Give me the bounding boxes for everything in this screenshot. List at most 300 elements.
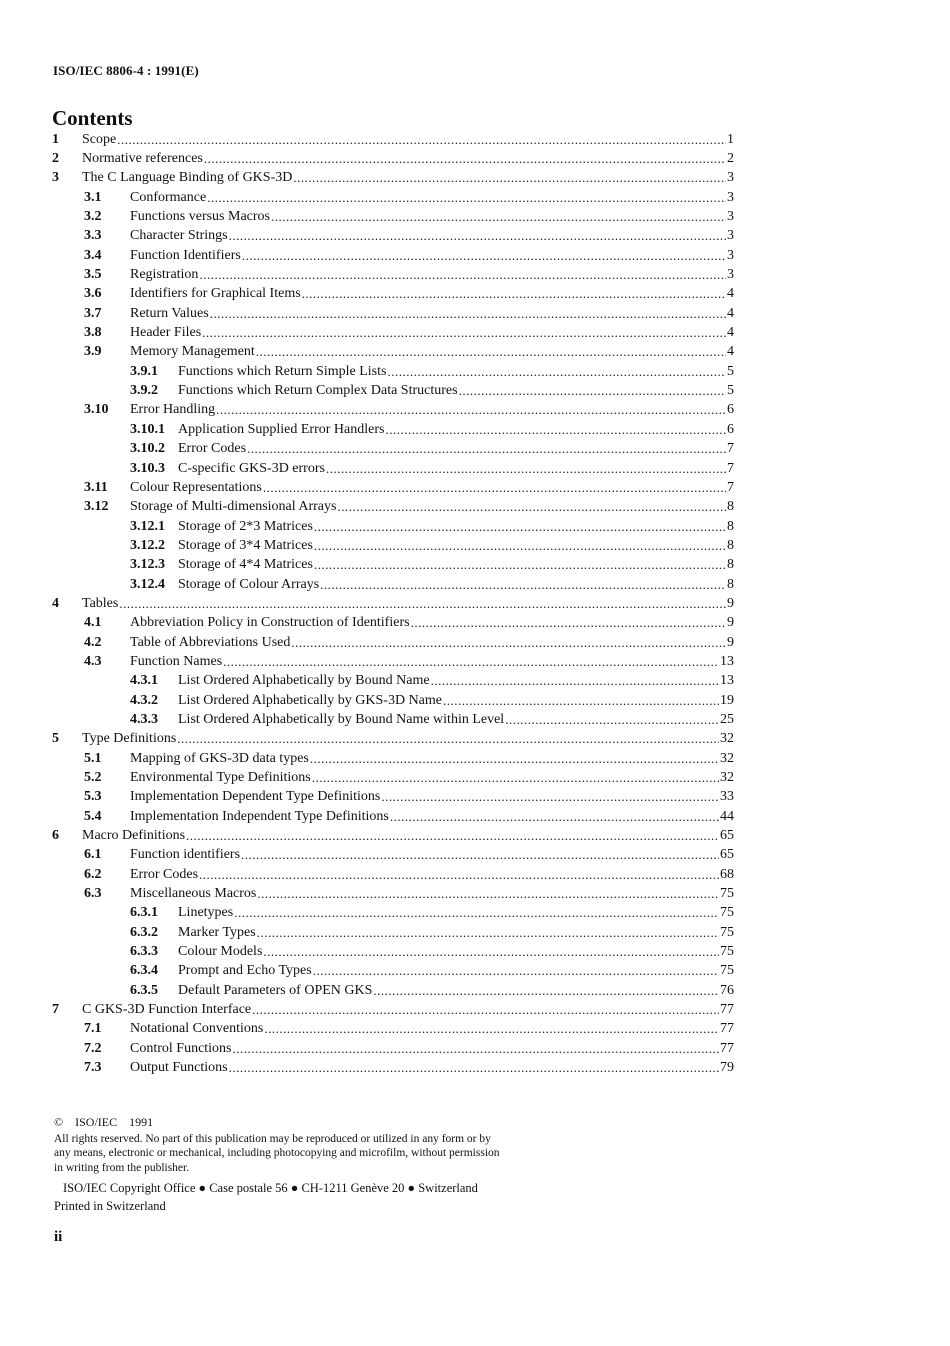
toc-entry[interactable] xyxy=(52,730,734,749)
toc-entry[interactable] xyxy=(52,323,734,342)
toc-entry-number: 3.6 xyxy=(84,286,102,302)
toc-entry-number: 3.4 xyxy=(84,247,102,263)
toc-entry-title: Function Names xyxy=(130,653,223,669)
toc-entry-body xyxy=(178,461,734,477)
dot-leader xyxy=(302,286,726,302)
dot-leader xyxy=(257,925,719,941)
toc-entry-number: 6 xyxy=(52,828,59,844)
toc-entry[interactable] xyxy=(52,672,734,691)
toc-entry-number: 4 xyxy=(52,595,59,611)
toc-entry-body xyxy=(178,364,734,380)
toc-entry-page: 75 xyxy=(720,924,734,940)
toc-entry-number: 4.3.2 xyxy=(130,692,158,708)
toc-entry-title: Storage of 3*4 Matrices xyxy=(178,537,313,553)
toc-entry-page: 75 xyxy=(720,886,734,902)
dot-leader xyxy=(291,635,726,651)
toc-entry[interactable] xyxy=(52,246,734,265)
toc-entry-number: 3.9.2 xyxy=(130,383,158,399)
dot-leader xyxy=(459,383,726,399)
toc-entry-title: Control Functions xyxy=(130,1040,232,1056)
toc-entry-title: Identifiers for Graphical Items xyxy=(130,286,301,302)
dot-leader xyxy=(202,325,726,341)
toc-entry-title: Tables xyxy=(82,595,119,611)
dot-leader xyxy=(390,809,719,825)
toc-entry-title: Function Identifiers xyxy=(130,247,241,263)
toc-entry-page: 75 xyxy=(720,905,734,921)
toc-entry-title: Default Parameters of OPEN GKS xyxy=(178,982,373,998)
toc-entry-number: 3.3 xyxy=(84,228,102,244)
toc-entry-body xyxy=(178,905,734,921)
toc-entry-number: 6.3.1 xyxy=(130,905,158,921)
toc-entry-body xyxy=(130,867,734,883)
toc-entry-number: 6.3.3 xyxy=(130,944,158,960)
dot-leader xyxy=(293,170,726,186)
toc-entry[interactable] xyxy=(52,362,734,381)
toc-entry[interactable] xyxy=(52,826,734,845)
toc-entry-title: Miscellaneous Macros xyxy=(130,886,257,902)
dot-leader xyxy=(312,770,719,786)
toc-entry-title: Storage of 4*4 Matrices xyxy=(178,557,313,573)
toc-entry-title: Application Supplied Error Handlers xyxy=(178,421,385,437)
toc-entry-page: 77 xyxy=(720,1040,734,1056)
toc-entry[interactable] xyxy=(52,498,734,517)
toc-entry-title: Character Strings xyxy=(130,228,228,244)
toc-entry-number: 3.12.2 xyxy=(130,537,165,553)
toc-entry-title: Functions versus Macros xyxy=(130,209,270,225)
toc-entry-body xyxy=(130,789,734,805)
rights-line-3: in writing from the publisher. xyxy=(54,1161,190,1174)
toc-entry-number: 6.3 xyxy=(84,886,102,902)
dot-leader xyxy=(264,1021,719,1037)
toc-entry-body xyxy=(130,847,734,863)
table-of-contents xyxy=(52,130,734,1078)
toc-entry-body xyxy=(82,828,734,844)
toc-entry[interactable] xyxy=(52,1039,734,1058)
toc-entry-number: 4.2 xyxy=(84,634,102,650)
toc-entry-body xyxy=(130,402,734,418)
dot-leader xyxy=(119,596,726,612)
toc-entry-page: 9 xyxy=(727,595,734,611)
toc-entry-body xyxy=(130,809,734,825)
toc-entry-page: 4 xyxy=(727,305,734,321)
toc-entry-page: 3 xyxy=(727,267,734,283)
toc-entry-page: 4 xyxy=(727,286,734,302)
toc-entry-body xyxy=(178,557,734,573)
toc-entry[interactable] xyxy=(52,1059,734,1078)
toc-entry-title: Storage of Multi-dimensional Arrays xyxy=(130,499,337,515)
copyright-year: 1991 xyxy=(129,1115,154,1129)
toc-entry-number: 6.3.5 xyxy=(130,982,158,998)
toc-entry-title: List Ordered Alphabetically by GKS-3D Name xyxy=(178,692,442,708)
toc-entry-title: Storage of Colour Arrays xyxy=(178,576,320,592)
toc-entry-page: 5 xyxy=(727,363,734,379)
toc-entry-title: Functions which Return Simple Lists xyxy=(178,363,387,379)
toc-entry-page: 8 xyxy=(727,518,734,534)
copyright-notice xyxy=(54,1115,500,1175)
toc-entry-body xyxy=(178,925,734,941)
dot-leader xyxy=(385,422,726,438)
dot-leader xyxy=(381,789,719,805)
toc-entry[interactable] xyxy=(52,265,734,284)
dot-leader xyxy=(337,499,726,515)
toc-entry-number: 3.10.3 xyxy=(130,460,165,476)
dot-leader xyxy=(314,538,726,554)
toc-entry[interactable] xyxy=(52,981,734,1000)
toc-entry-page: 77 xyxy=(720,1021,734,1037)
toc-entry-page: 7 xyxy=(727,460,734,476)
toc-entry[interactable] xyxy=(52,923,734,942)
toc-entry[interactable] xyxy=(52,1000,734,1019)
contents-title: Contents xyxy=(52,106,133,130)
dot-leader xyxy=(505,712,719,728)
dot-leader xyxy=(256,344,726,360)
toc-entry-number: 3.9.1 xyxy=(130,363,158,379)
toc-entry-number: 4.3.1 xyxy=(130,673,158,689)
toc-entry-page: 75 xyxy=(720,963,734,979)
dot-leader xyxy=(320,577,726,593)
toc-entry-title: The C Language Binding of GKS-3D xyxy=(82,170,293,186)
dot-leader xyxy=(387,364,726,380)
toc-entry-title: Macro Definitions xyxy=(82,828,186,844)
toc-entry-number: 5.3 xyxy=(84,789,102,805)
toc-entry-title: Colour Representations xyxy=(130,479,262,495)
toc-entry-page: 32 xyxy=(720,731,734,747)
toc-entry-page: 8 xyxy=(727,576,734,592)
toc-entry-page: 32 xyxy=(720,770,734,786)
toc-entry-title: Registration xyxy=(130,267,199,283)
toc-entry-number: 6.3.2 xyxy=(130,924,158,940)
toc-entry-body xyxy=(130,480,734,496)
toc-entry[interactable] xyxy=(52,556,734,575)
toc-entry-title: Prompt and Echo Types xyxy=(178,963,312,979)
toc-entry-title: List Ordered Alphabetically by Bound Name within Level xyxy=(178,711,505,727)
toc-entry-title: Memory Management xyxy=(130,344,255,360)
document-header: ISO/IEC 8806-4 : 1991(E) xyxy=(53,63,199,78)
toc-entry-page: 7 xyxy=(727,479,734,495)
toc-entry-page: 19 xyxy=(720,692,734,708)
toc-entry-title: Table of Abbreviations Used xyxy=(130,634,291,650)
toc-entry-number: 3 xyxy=(52,170,59,186)
dot-leader xyxy=(443,693,719,709)
dot-leader xyxy=(233,1041,719,1057)
toc-entry-title: Functions which Return Complex Data Structures xyxy=(178,383,458,399)
toc-entry-number: 3.8 xyxy=(84,325,102,341)
rights-line-1: All rights reserved. No part of this publication may be reproduced or utilized in any form or by xyxy=(54,1132,491,1145)
toc-entry-number: 3.5 xyxy=(84,267,102,283)
toc-entry-page: 76 xyxy=(720,982,734,998)
toc-entry-page: 13 xyxy=(720,653,734,669)
toc-entry-body xyxy=(178,712,734,728)
toc-entry[interactable] xyxy=(52,749,734,768)
toc-entry[interactable] xyxy=(52,865,734,884)
toc-entry-number: 3.10.1 xyxy=(130,421,165,437)
dot-leader xyxy=(257,886,719,902)
toc-entry-number: 5 xyxy=(52,731,59,747)
toc-entry-body xyxy=(82,596,734,612)
toc-entry-page: 32 xyxy=(720,750,734,766)
toc-entry-number: 3.10 xyxy=(84,402,109,418)
toc-entry-title: Marker Types xyxy=(178,924,256,940)
toc-entry-number: 6.3.4 xyxy=(130,963,158,979)
toc-entry-number: 3.11 xyxy=(84,479,108,495)
copyright-org: ISO/IEC xyxy=(75,1115,118,1129)
toc-entry-page: 65 xyxy=(720,847,734,863)
copyright-line xyxy=(54,1115,500,1130)
toc-entry[interactable] xyxy=(52,188,734,207)
toc-entry-page: 2 xyxy=(727,151,734,167)
toc-entry[interactable] xyxy=(52,130,734,149)
dot-leader xyxy=(314,557,726,573)
toc-entry[interactable] xyxy=(52,227,734,246)
toc-entry[interactable] xyxy=(52,285,734,304)
toc-entry-body xyxy=(82,170,734,186)
toc-entry-title: Type Definitions xyxy=(82,731,177,747)
toc-entry[interactable] xyxy=(52,169,734,188)
toc-entry[interactable] xyxy=(52,478,734,497)
toc-entry-page: 3 xyxy=(727,170,734,186)
dot-leader xyxy=(247,441,726,457)
toc-entry[interactable] xyxy=(52,788,734,807)
toc-entry-title: Environmental Type Definitions xyxy=(130,770,311,786)
dot-leader xyxy=(216,402,726,418)
toc-entry-title: Linetypes xyxy=(178,905,234,921)
dot-leader xyxy=(242,248,726,264)
toc-entry-title: Scope xyxy=(82,131,117,147)
toc-entry-page: 3 xyxy=(727,228,734,244)
toc-entry-page: 44 xyxy=(720,808,734,824)
toc-entry[interactable] xyxy=(52,343,734,362)
toc-entry-title: C GKS-3D Function Interface xyxy=(82,1002,252,1018)
toc-entry[interactable] xyxy=(52,807,734,826)
toc-entry-number: 5.2 xyxy=(84,770,102,786)
toc-entry-title: Mapping of GKS-3D data types xyxy=(130,750,309,766)
toc-entry-title: Notational Conventions xyxy=(130,1021,264,1037)
toc-entry-body xyxy=(130,228,734,244)
toc-entry-page: 5 xyxy=(727,383,734,399)
toc-entry-body xyxy=(82,1002,734,1018)
toc-entry-title: Storage of 2*3 Matrices xyxy=(178,518,313,534)
toc-entry-page: 79 xyxy=(720,1060,734,1076)
toc-entry-body xyxy=(130,886,734,902)
dot-leader xyxy=(326,461,726,477)
toc-entry[interactable] xyxy=(52,691,734,710)
toc-entry[interactable] xyxy=(52,517,734,536)
toc-entry-number: 7 xyxy=(52,1002,59,1018)
dot-leader xyxy=(207,190,726,206)
toc-entry-body xyxy=(130,306,734,322)
toc-entry[interactable] xyxy=(52,652,734,671)
dot-leader xyxy=(117,132,726,148)
toc-entry[interactable] xyxy=(52,633,734,652)
toc-entry-body xyxy=(82,151,734,167)
toc-entry-body xyxy=(82,132,734,148)
dot-leader xyxy=(223,654,719,670)
toc-entry-body xyxy=(130,635,734,651)
dot-leader xyxy=(431,673,719,689)
toc-entry-body xyxy=(130,286,734,302)
toc-entry-body xyxy=(130,654,734,670)
toc-entry-body xyxy=(178,577,734,593)
toc-entry-body xyxy=(178,383,734,399)
toc-entry-number: 6.2 xyxy=(84,866,102,882)
printed-in-note: Printed in Switzerland xyxy=(54,1199,166,1213)
toc-entry[interactable] xyxy=(52,942,734,961)
toc-entry-number: 3.12 xyxy=(84,499,109,515)
toc-entry-number: 4.3.3 xyxy=(130,711,158,727)
dot-leader xyxy=(252,1002,719,1018)
dot-leader xyxy=(177,731,719,747)
toc-entry-page: 1 xyxy=(727,131,734,147)
toc-entry-body xyxy=(130,1060,734,1076)
toc-entry-title: Implementation Independent Type Definitions xyxy=(130,808,389,824)
toc-entry-body xyxy=(130,248,734,264)
toc-entry-number: 3.2 xyxy=(84,209,102,225)
toc-entry-page: 65 xyxy=(720,828,734,844)
toc-entry-page: 7 xyxy=(727,441,734,457)
toc-entry-number: 7.3 xyxy=(84,1060,102,1076)
toc-entry-page: 3 xyxy=(727,247,734,263)
toc-entry-page: 4 xyxy=(727,344,734,360)
toc-entry-number: 5.1 xyxy=(84,750,102,766)
dot-leader xyxy=(310,751,719,767)
toc-entry-number: 4.3 xyxy=(84,653,102,669)
toc-entry-body xyxy=(82,731,734,747)
rights-line-2: any means, electronic or mechanical, including photocopying and microfilm, without permission xyxy=(54,1147,500,1160)
toc-entry-title: Conformance xyxy=(130,189,207,205)
toc-entry[interactable] xyxy=(52,768,734,787)
toc-entry[interactable] xyxy=(52,614,734,633)
toc-entry[interactable] xyxy=(52,904,734,923)
toc-entry-body xyxy=(178,673,734,689)
toc-entry-number: 3.10.2 xyxy=(130,441,165,457)
page-number: ii xyxy=(54,1229,63,1245)
toc-entry-page: 8 xyxy=(727,537,734,553)
toc-entry-body xyxy=(178,944,734,960)
toc-entry[interactable] xyxy=(52,420,734,439)
dot-leader xyxy=(241,847,719,863)
toc-entry-page: 77 xyxy=(720,1002,734,1018)
dot-leader xyxy=(199,867,719,883)
toc-entry-page: 9 xyxy=(727,615,734,631)
dot-leader xyxy=(271,209,726,225)
toc-entry-body xyxy=(130,190,734,206)
toc-entry[interactable] xyxy=(52,401,734,420)
toc-entry-title: Header Files xyxy=(130,325,202,341)
toc-entry[interactable] xyxy=(52,440,734,459)
toc-entry-page: 6 xyxy=(727,421,734,437)
toc-entry-title: Implementation Dependent Type Definitions xyxy=(130,789,381,805)
toc-entry[interactable] xyxy=(52,1020,734,1039)
dot-leader xyxy=(313,963,719,979)
toc-entry-number: 1 xyxy=(52,131,59,147)
toc-entry-page: 8 xyxy=(727,499,734,515)
toc-entry-body xyxy=(130,267,734,283)
toc-entry-body xyxy=(130,751,734,767)
dot-leader xyxy=(314,519,726,535)
toc-entry-number: 5.4 xyxy=(84,808,102,824)
toc-entry[interactable] xyxy=(52,962,734,981)
toc-entry-body xyxy=(178,693,734,709)
toc-entry-body xyxy=(130,344,734,360)
toc-entry-title: Abbreviation Policy in Construction of Identifiers xyxy=(130,615,410,631)
toc-entry-body xyxy=(178,538,734,554)
toc-entry-page: 3 xyxy=(727,189,734,205)
toc-entry-page: 8 xyxy=(727,557,734,573)
toc-entry-body xyxy=(130,1021,734,1037)
toc-entry-body xyxy=(130,615,734,631)
toc-entry-number: 3.12.1 xyxy=(130,518,165,534)
dot-leader xyxy=(263,480,726,496)
toc-entry-page: 4 xyxy=(727,325,734,341)
toc-entry[interactable] xyxy=(52,710,734,729)
toc-entry[interactable] xyxy=(52,884,734,903)
toc-entry[interactable] xyxy=(52,381,734,400)
toc-entry-number: 3.12.4 xyxy=(130,576,165,592)
copyright-office-address: ISO/IEC Copyright Office ● Case postale 56 ● CH-1211 Genève 20 ● Switzerland xyxy=(63,1181,478,1195)
toc-entry-title: Error Handling xyxy=(130,402,216,418)
toc-entry-number: 7.1 xyxy=(84,1021,102,1037)
toc-entry-number: 4.1 xyxy=(84,615,102,631)
toc-entry-number: 6.1 xyxy=(84,847,102,863)
toc-entry-title: Error Codes xyxy=(130,866,199,882)
toc-entry-page: 6 xyxy=(727,402,734,418)
toc-entry-page: 9 xyxy=(727,634,734,650)
toc-entry[interactable] xyxy=(52,846,734,865)
toc-entry[interactable] xyxy=(52,575,734,594)
toc-entry-page: 25 xyxy=(720,711,734,727)
dot-leader xyxy=(373,983,719,999)
toc-entry-body xyxy=(130,770,734,786)
toc-entry[interactable] xyxy=(52,536,734,555)
dot-leader xyxy=(210,306,726,322)
toc-entry-title: Normative references xyxy=(82,151,203,167)
dot-leader xyxy=(199,267,726,283)
dot-leader xyxy=(229,228,726,244)
toc-entry-title: Output Functions xyxy=(130,1060,228,1076)
toc-entry[interactable] xyxy=(52,304,734,323)
toc-entry-number: 3.1 xyxy=(84,189,102,205)
copyright-symbol: © xyxy=(54,1115,64,1129)
toc-entry[interactable] xyxy=(52,207,734,226)
toc-entry-number: 7.2 xyxy=(84,1040,102,1056)
toc-entry-body xyxy=(130,325,734,341)
toc-entry-title: Return Values xyxy=(130,305,209,321)
toc-entry-body xyxy=(130,499,734,515)
toc-entry-body xyxy=(178,422,734,438)
toc-entry-number: 3.7 xyxy=(84,305,102,321)
toc-entry-title: List Ordered Alphabetically by Bound Name xyxy=(178,673,430,689)
toc-entry[interactable] xyxy=(52,149,734,168)
toc-entry[interactable] xyxy=(52,459,734,478)
toc-entry-title: Function identifiers xyxy=(130,847,241,863)
toc-entry-page: 68 xyxy=(720,866,734,882)
dot-leader xyxy=(263,944,719,960)
toc-entry-page: 13 xyxy=(720,673,734,689)
dot-leader xyxy=(234,905,719,921)
dot-leader xyxy=(411,615,726,631)
toc-entry-page: 33 xyxy=(720,789,734,805)
toc-entry-title: Error Codes xyxy=(178,441,247,457)
toc-entry-number: 3.12.3 xyxy=(130,557,165,573)
toc-entry-number: 3.9 xyxy=(84,344,102,360)
toc-entry-page: 3 xyxy=(727,209,734,225)
toc-entry[interactable] xyxy=(52,594,734,613)
toc-entry-body xyxy=(130,1041,734,1057)
dot-leader xyxy=(229,1060,719,1076)
toc-entry-body xyxy=(178,519,734,535)
toc-entry-body xyxy=(178,441,734,457)
toc-entry-title: Colour Models xyxy=(178,944,263,960)
